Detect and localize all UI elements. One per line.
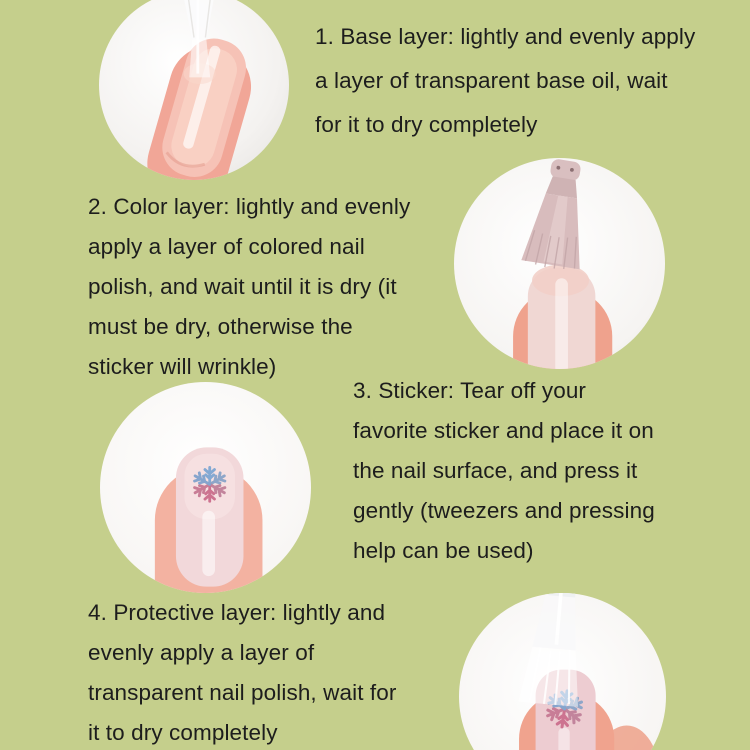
step3-text bbox=[353, 371, 655, 571]
step2-text bbox=[88, 187, 410, 387]
step2-line2: apply a layer of colored nail bbox=[88, 234, 365, 259]
step1-line3: for it to dry completely bbox=[315, 112, 538, 137]
step3-line5: help can be used) bbox=[353, 538, 534, 563]
step4-line1: 4. Protective layer: lightly and bbox=[88, 600, 386, 625]
color-layer-illustration bbox=[454, 158, 665, 369]
step2-line5: sticker will wrinkle) bbox=[88, 354, 277, 379]
step4-text bbox=[88, 593, 396, 750]
step1-photo-base-coat bbox=[99, 0, 289, 180]
step2-line4: must be dry, otherwise the bbox=[88, 314, 353, 339]
step3-line4: gently (tweezers and pressing bbox=[353, 498, 655, 523]
step3-photo-sticker bbox=[100, 382, 311, 593]
step2-photo-color-layer bbox=[454, 158, 665, 369]
top-coat-illustration bbox=[459, 593, 666, 750]
step4-line2: evenly apply a layer of bbox=[88, 640, 315, 665]
step4-line4: it to dry completely bbox=[88, 720, 278, 745]
step1-line1: 1. Base layer: lightly and evenly apply bbox=[315, 24, 696, 49]
step1-text bbox=[315, 15, 695, 147]
step4-line3: transparent nail polish, wait for bbox=[88, 680, 397, 705]
step3-line3: the nail surface, and press it bbox=[353, 458, 638, 483]
base-coat-illustration bbox=[99, 0, 289, 180]
step3-line2: favorite sticker and place it on bbox=[353, 418, 654, 443]
step1-line2: a layer of transparent base oil, wait bbox=[315, 68, 668, 93]
step4-photo-top-coat bbox=[459, 593, 666, 750]
step2-line1: 2. Color layer: lightly and evenly bbox=[88, 194, 411, 219]
sticker-illustration bbox=[100, 382, 311, 593]
step2-line3: polish, and wait until it is dry (it bbox=[88, 274, 397, 299]
step3-line1: 3. Sticker: Tear off your bbox=[353, 378, 587, 403]
